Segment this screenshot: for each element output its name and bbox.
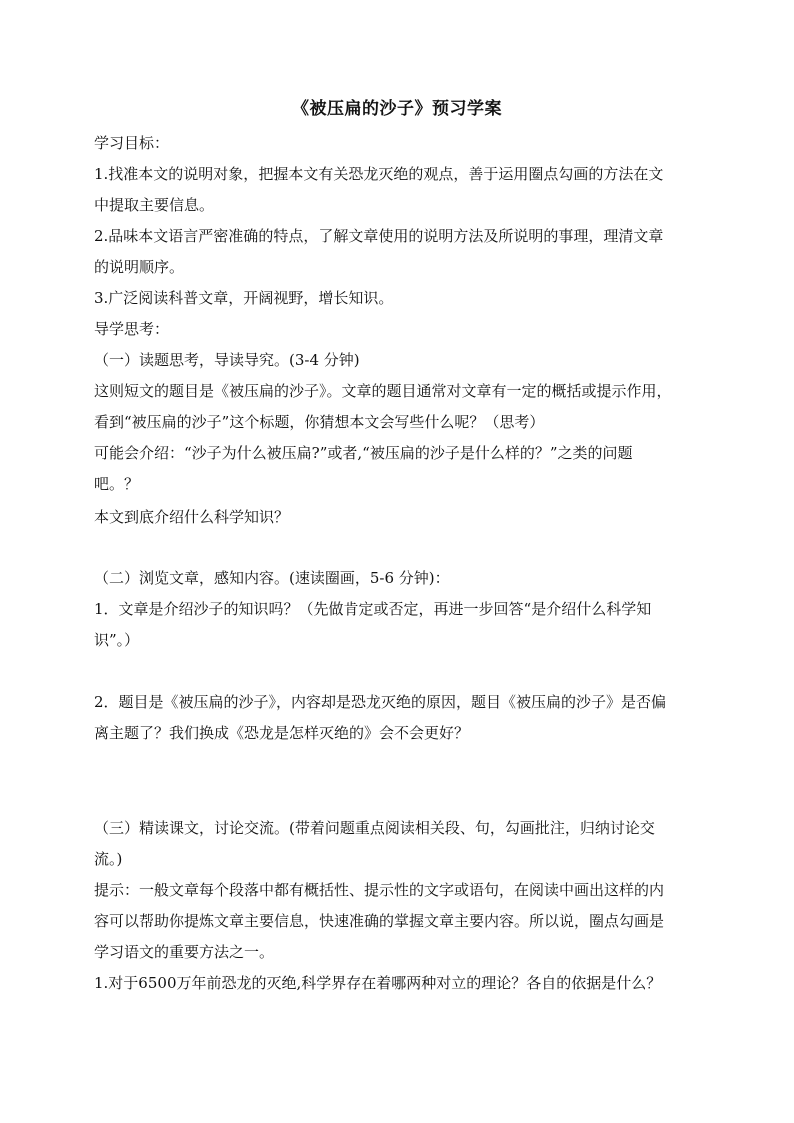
text-line: 流。) xyxy=(94,850,123,868)
hint-line: 容可以帮助你提炼文章主要信息，快速准确的掌握文章主要内容。所以说，圈点勾画是 xyxy=(94,912,665,930)
text-line: 3.广泛阅读科普文章，开阔视野，增长知识。 xyxy=(94,289,394,307)
section-heading: （一）读题思考，导读导究。(3-4 分钟) xyxy=(94,351,360,369)
question-line: 2．题目是《被压扁的沙子》，内容却是恐龙灭绝的原因，题目《被压扁的沙子》是否偏 xyxy=(94,693,667,711)
question-line: 1．文章是介绍沙子的知识吗？（先做肯定或否定，再进一步回答“是介绍什么科学知 xyxy=(94,600,652,618)
question-line: 1.对于6500万年前恐龙的灭绝,科学界存在着哪两种对立的理论？各自的依据是什么？ xyxy=(94,974,662,992)
text-line: 本文到底介绍什么科学知识？ xyxy=(94,508,290,526)
text-line: 学习目标： xyxy=(94,134,170,152)
text-line: 2.品味本文语言严密准确的特点，了解文章使用的说明方法及所说明的事理，理清文章 xyxy=(94,227,664,245)
document-title: 《被压扁的沙子》预习学案 xyxy=(292,99,502,119)
question-line: 识”。） xyxy=(94,631,140,649)
text-line: 导学思考： xyxy=(94,320,170,338)
text-line: 吧。？ xyxy=(94,475,140,493)
section-heading: （二）浏览文章，感知内容。(速读圈画，5-6 分钟)： xyxy=(94,569,450,587)
hint-line: 学习语文的重要方法之一。 xyxy=(94,943,275,961)
section-heading: （三）精读课文，讨论交流。(带着问题重点阅读相关段、句，勾画批注，归纳讨论交 xyxy=(94,819,655,837)
question-line: 离主题了？我们换成《恐龙是怎样灭绝的》会不会更好？ xyxy=(94,724,470,742)
text-line: 这则短文的题目是《被压扁的沙子》。文章的题目通常对文章有一定的概括或提示作用， xyxy=(94,382,672,400)
text-line: 中提取主要信息。 xyxy=(94,196,215,214)
text-line: 1.找准本文的说明对象，把握本文有关恐龙灭绝的观点，善于运用圈点勾画的方法在文 xyxy=(94,165,664,183)
text-line: 可能会介绍：“沙子为什么被压扁?”或者,“被压扁的沙子是什么样的？”之类的问题 xyxy=(94,444,633,462)
text-line: 的说明顺序。 xyxy=(94,258,185,276)
text-line: 看到“被压扁的沙子”这个标题，你猜想本文会写些什么呢？（思考） xyxy=(94,413,545,431)
hint-line: 提示：一般文章每个段落中都有概括性、提示性的文字或语句，在阅读中画出这样的内 xyxy=(94,881,665,899)
